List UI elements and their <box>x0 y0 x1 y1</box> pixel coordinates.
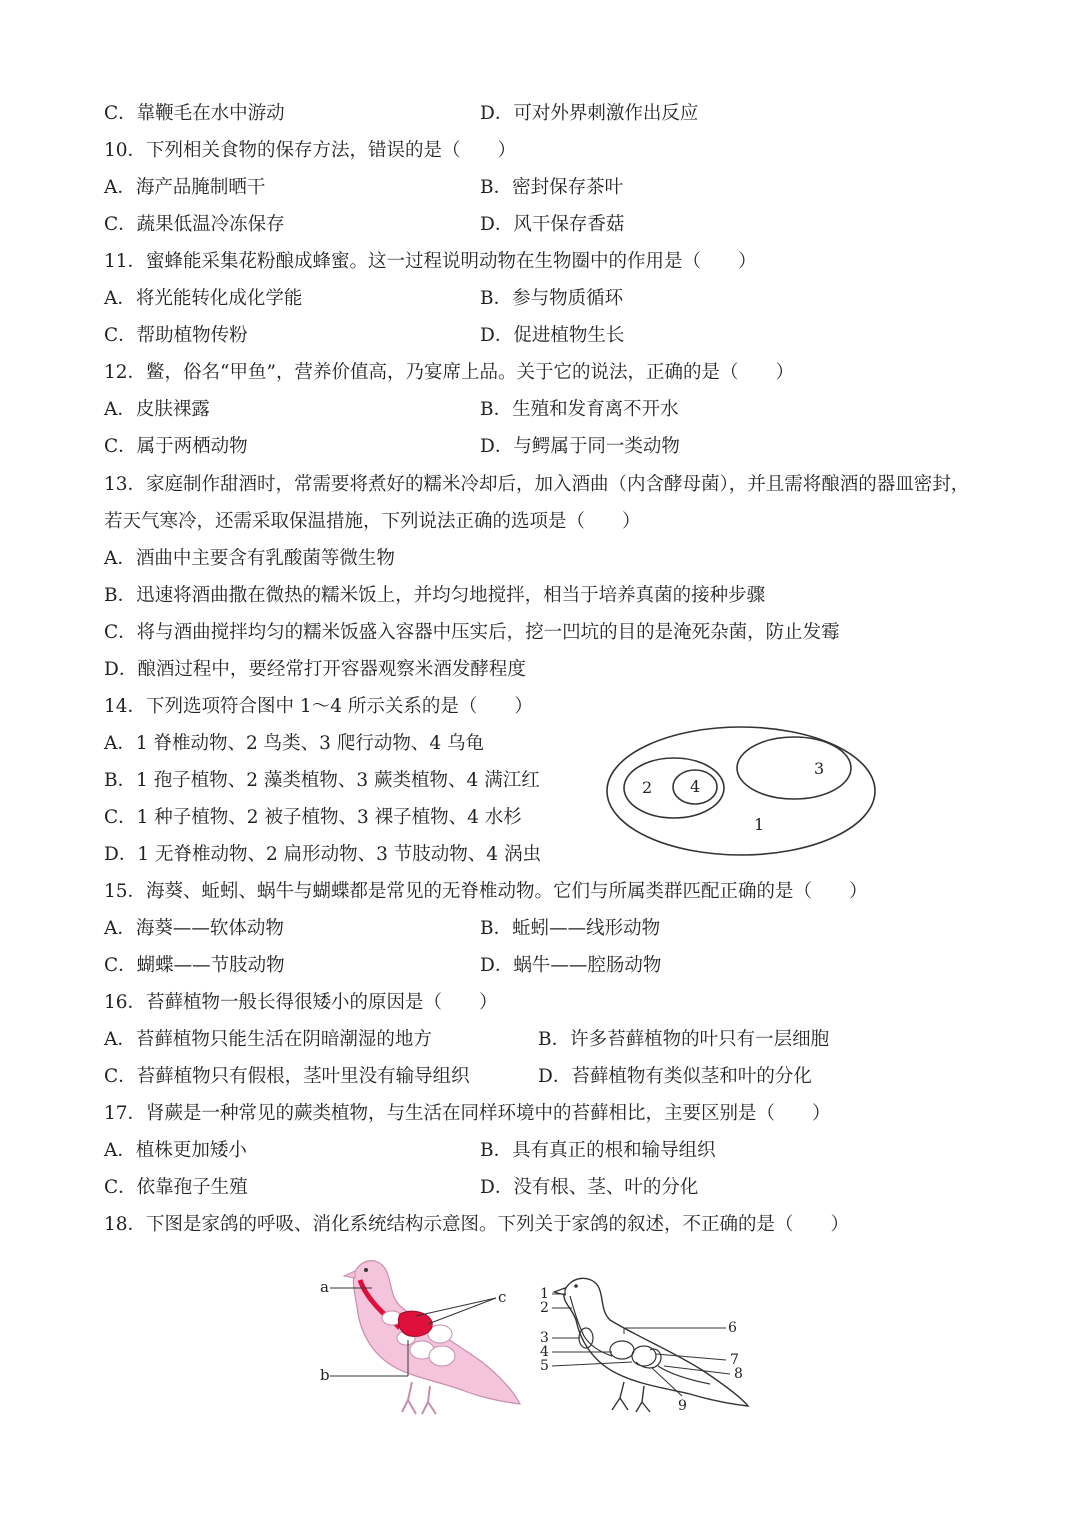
label-7: 7 <box>730 1352 739 1368</box>
venn-label-4: 4 <box>690 777 701 796</box>
q12-option-a: A．皮肤裸露 <box>104 399 210 420</box>
q15-option-b: B．蚯蚓——线形动物 <box>480 918 661 939</box>
pigeon-digestive-diagram <box>540 1270 760 1420</box>
pigeon-lung <box>398 1311 432 1336</box>
q16-option-d: D．苔藓植物有类似茎和叶的分化 <box>538 1066 812 1087</box>
q15-option-d: D．蜗牛——腔肠动物 <box>480 955 662 976</box>
pigeon-beak <box>344 1271 355 1278</box>
q11-stem: 11．蜜蜂能采集花粉酿成蜂蜜。这一过程说明动物在生物圈中的作用是（ ） <box>104 251 757 272</box>
q11-option-b: B．参与物质循环 <box>480 288 624 309</box>
q17-stem: 17．肾蕨是一种常见的蕨类植物，与生活在同样环境中的苔藓相比，主要区别是（ ） <box>104 1103 831 1124</box>
pigeon-digestive-svg <box>540 1270 760 1420</box>
q18-stem: 18．下图是家鸽的呼吸、消化系统结构示意图。下列关于家鸽的叙述，不正确的是（ ） <box>104 1214 850 1235</box>
pigeon-eye <box>364 1268 368 1272</box>
venn-label-3: 3 <box>814 759 825 778</box>
q14-option-b: B．1 孢子植物、2 藻类植物、3 蕨类植物、4 满江红 <box>104 770 540 791</box>
q10-option-c: C．蔬果低温冷冻保存 <box>104 214 285 235</box>
q13-option-a: A．酒曲中主要含有乳酸菌等微生物 <box>104 548 395 569</box>
bird-outline <box>564 1278 748 1406</box>
label-c: c <box>498 1288 507 1306</box>
q15-option-a: A．海葵——软体动物 <box>104 918 284 939</box>
q14-option-d: D．1 无脊椎动物、2 扁形动物、3 节肢动物、4 涡虫 <box>104 844 541 865</box>
q16-stem: 16．苔藓植物一般长得很矮小的原因是（ ） <box>104 992 498 1013</box>
q15-option-c: C．蝴蝶——节肢动物 <box>104 955 285 976</box>
q13-stem-line1: 13．家庭制作甜酒时，常需要将煮好的糯米冷却后，加入酒曲（内含酵母菌），并且需将酿酒的器皿密封， <box>104 474 970 495</box>
label-6: 6 <box>728 1320 737 1336</box>
bird-leg-right <box>636 1386 650 1412</box>
q12-option-b: B．生殖和发育离不开水 <box>480 399 679 420</box>
q12-stem: 12．鳖，俗名“甲鱼”，营养价值高，乃宴席上品。关于它的说法，正确的是（ ） <box>104 362 794 383</box>
q11-option-a: A．将光能转化成化学能 <box>104 288 303 309</box>
q10-stem: 10．下列相关食物的保存方法，错误的是（ ） <box>104 140 517 161</box>
pigeon-respiratory-diagram <box>312 1252 527 1420</box>
venn-label-2: 2 <box>642 778 653 797</box>
pigeon-leg-right <box>422 1386 436 1414</box>
bird-eye <box>574 1284 578 1288</box>
q17-option-a: A．植株更加矮小 <box>104 1140 247 1161</box>
venn-ellipse-2 <box>624 758 724 818</box>
q11-option-c: C．帮助植物传粉 <box>104 325 248 346</box>
q10-option-d: D．风干保存香菇 <box>480 214 625 235</box>
q11-option-d: D．促进植物生长 <box>480 325 625 346</box>
label-3: 3 <box>540 1330 549 1346</box>
venn-label-1: 1 <box>754 815 765 834</box>
q9-option-d: D．可对外界刺激作出反应 <box>480 103 699 124</box>
q13-option-d: D．酿酒过程中，要经常打开容器观察米酒发酵程度 <box>104 659 526 680</box>
q9-option-c: C．靠鞭毛在水中游动 <box>104 103 285 124</box>
q15-stem: 15．海葵、蚯蚓、蜗牛与蝴蝶都是常见的无脊椎动物。它们与所属类群匹配正确的是（ ） <box>104 881 868 902</box>
label-b: b <box>320 1366 330 1384</box>
q14-option-a: A．1 脊椎动物、2 鸟类、3 爬行动物、4 乌龟 <box>104 733 484 754</box>
q14-option-c: C．1 种子植物、2 被子植物、3 裸子植物、4 水杉 <box>104 807 522 828</box>
label-a: a <box>320 1278 329 1296</box>
pigeon-respiratory-svg <box>312 1252 527 1420</box>
venn-diagram-svg <box>604 724 880 860</box>
q13-option-b: B．迅速将酒曲撒在微热的糯米饭上，并均匀地搅拌，相当于培养真菌的接种步骤 <box>104 585 766 606</box>
q13-stem-line2: 若天气寒冷，还需采取保温措施，下列说法正确的选项是（ ） <box>104 511 641 532</box>
label-4: 4 <box>540 1344 549 1360</box>
label-5: 5 <box>540 1358 549 1374</box>
q12-option-d: D．与鳄属于同一类动物 <box>480 436 680 457</box>
q12-option-c: C．属于两栖动物 <box>104 436 248 457</box>
label-2: 2 <box>540 1300 549 1316</box>
label-8: 8 <box>734 1366 743 1382</box>
venn-ellipse-3 <box>737 737 851 799</box>
q13-option-c: C．将与酒曲搅拌均匀的糯米饭盛入容器中压实后，挖一凹坑的目的是淹死杂菌，防止发霉 <box>104 622 840 643</box>
pigeon-leg-left <box>402 1382 416 1414</box>
q10-option-a: A．海产品腌制晒干 <box>104 177 266 198</box>
q17-option-b: B．具有真正的根和输导组织 <box>480 1140 716 1161</box>
q16-option-a: A．苔藓植物只能生活在阴暗潮湿的地方 <box>104 1029 432 1050</box>
label-1: 1 <box>540 1286 549 1302</box>
q14-stem: 14．下列选项符合图中 1～4 所示关系的是（ ） <box>104 696 533 717</box>
q10-option-b: B．密封保存茶叶 <box>480 177 624 198</box>
q17-option-c: C．依靠孢子生殖 <box>104 1177 248 1198</box>
q16-option-b: B．许多苔藓植物的叶只有一层细胞 <box>538 1029 830 1050</box>
air-sac-4 <box>429 1346 455 1366</box>
q16-option-c: C．苔藓植物只有假根，茎叶里没有输导组织 <box>104 1066 470 1087</box>
q17-option-d: D．没有根、茎、叶的分化 <box>480 1177 699 1198</box>
bird-leg-left <box>612 1382 628 1410</box>
venn-diagram <box>604 724 880 860</box>
label-9: 9 <box>678 1398 687 1414</box>
